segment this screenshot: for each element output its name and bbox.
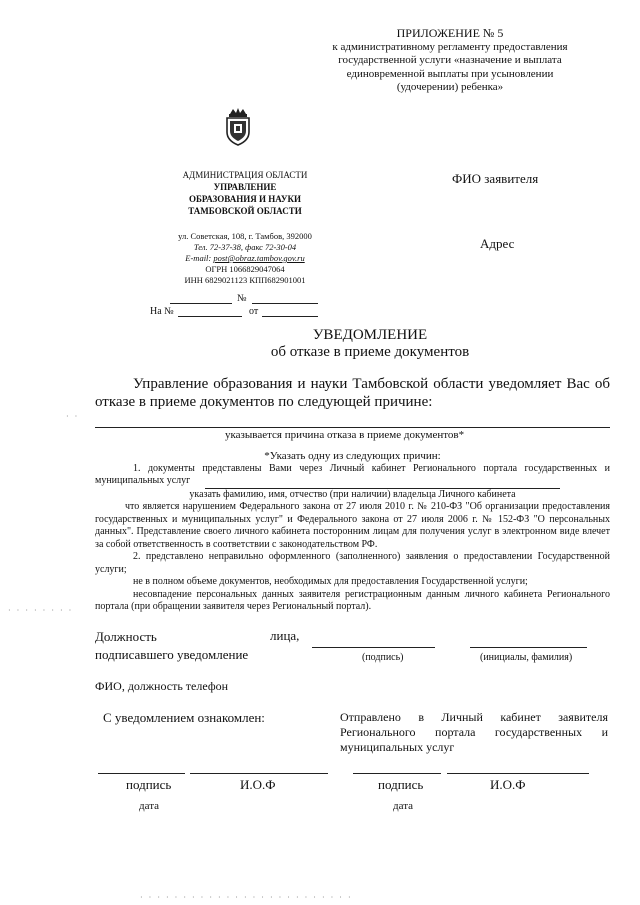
ack-sign-caption: подпись xyxy=(126,777,172,792)
email-link[interactable]: post@obraz.tambov.gov.ru xyxy=(213,253,305,263)
scan-artifact: · · · · · · · · xyxy=(8,606,74,615)
initials-line xyxy=(470,647,587,648)
position-label: Должность xyxy=(95,629,157,644)
annex-header xyxy=(300,27,600,95)
reason-1-detail: что является нарушением Федерального закона от 27 июля 2010 г. № 210-ФЗ "Об организации предоставления государственных и муниципальных услуг" и Федерального закона от 27 июля 2006 г. № 152-ФЗ "О персональных данных". Представление своего личного кабинета посторонним лицам для получения услуг в электронном виде влечет за собой ответственность в соответствии с законодательством РФ. xyxy=(95,501,610,550)
fio-phone-label: ФИО, должность телефон xyxy=(95,679,229,693)
ack-name-caption: И.О.Ф xyxy=(240,777,276,792)
sent-date-caption: дата xyxy=(393,800,414,812)
org-department: ОБРАЗОВАНИЯ И НАУКИ xyxy=(188,194,302,204)
org-block xyxy=(150,169,340,217)
number-mark: № xyxy=(237,293,247,304)
org-contacts xyxy=(140,231,350,286)
signer-position xyxy=(95,628,248,664)
org-department: УПРАВЛЕНИЕ xyxy=(213,182,277,192)
applicant-address: Адрес xyxy=(480,236,515,251)
ack-name-line xyxy=(190,773,328,774)
annex-number: ПРИЛОЖЕНИЕ № 5 xyxy=(396,26,504,40)
document-title xyxy=(260,327,480,361)
annex-ref-line: государственной услуги «назначение и выплата xyxy=(338,54,562,66)
intro-text: Управление образования и науки Тамбовской области уведомляет Вас об отказе в приеме документов по следующей причине: xyxy=(95,376,610,410)
note-heading: *Указать одну из следующих причин: xyxy=(264,450,441,462)
ack-label: С уведомлением ознакомлен: xyxy=(103,710,265,725)
sent-to-cabinet: Отправлено в Личный кабинет заявителя Регионального портала государственных и муниципальных услуг xyxy=(340,710,608,754)
title-main: УВЕДОМЛЕНИЕ xyxy=(312,327,428,343)
applicant-fio: ФИО заявителя xyxy=(452,171,539,186)
reason-3: не в полном объеме документов, необходимых для предоставления Государственной услуги; xyxy=(133,576,528,587)
position-label-2: подписавшего уведомление xyxy=(95,647,249,662)
outgoing-number-line xyxy=(170,303,232,304)
intro-paragraph xyxy=(95,375,610,411)
scan-artifact: · · xyxy=(66,412,80,421)
sent-sign-caption: подпись xyxy=(378,777,424,792)
org-phone: Тел. 72-37-38, факс 72-30-04 xyxy=(193,242,297,252)
sent-name-line xyxy=(447,773,589,774)
signature-line xyxy=(312,647,435,648)
org-inn: ИНН 6829021123 КПП682901001 xyxy=(184,275,306,285)
outgoing-date-line xyxy=(252,303,318,304)
sent-name-caption: И.О.Ф xyxy=(490,777,526,792)
annex-ref-line: (удочерении) ребенка» xyxy=(396,81,504,93)
title-sub: об отказе в приеме документов xyxy=(270,344,470,360)
reason-4: несовпадение персональных данных заявителя регистрационным данным личного кабинета Регионального портала (при обращении заявителя через Региональный портал). xyxy=(95,588,610,612)
reason-1-caption: указать фамилию, имя, отчество (при наличии) владельца Личного кабинета xyxy=(189,488,516,500)
incoming-date-mark: от xyxy=(249,306,259,317)
annex-ref-line: к административному регламенту предоставления xyxy=(332,40,568,53)
reason-2: 2. представлено неправильно оформленного (заполненного) заявления о предоставлении Государственной услуги; xyxy=(95,551,610,575)
org-ogrn: ОГРН 1066829047064 xyxy=(205,264,285,274)
org-address: ул. Советская, 108, г. Тамбов, 392000 xyxy=(178,231,312,241)
ack-sign-line xyxy=(98,773,185,774)
annex-ref-line: единовременной выплаты при усыновлении xyxy=(346,67,554,80)
reason-caption: указывается причина отказа в приеме документов* xyxy=(225,429,465,441)
org-admin: АДМИНИСТРАЦИЯ ОБЛАСТИ xyxy=(182,170,308,180)
ack-date-caption: дата xyxy=(139,800,160,812)
incoming-number-line xyxy=(178,316,242,317)
signature-caption: (подпись) xyxy=(362,652,404,663)
reason-1: 1. документы представлены Вами через Личный кабинет Регионального портала государственных и муниципальных услуг xyxy=(95,462,610,486)
coat-of-arms-icon xyxy=(222,106,254,146)
org-department: ТАМБОВСКОЙ ОБЛАСТИ xyxy=(188,206,302,216)
email-label: E-mail: xyxy=(185,253,214,263)
reason-line xyxy=(95,427,610,428)
incoming-date-line xyxy=(262,316,318,317)
reasons-note xyxy=(95,450,610,614)
scan-artifact: · · · · · · · · · · · · · · · · · · · · · · · · · xyxy=(140,893,353,902)
incoming-number-mark: На № xyxy=(150,306,174,317)
sent-sign-line xyxy=(353,773,441,774)
position-word: лица, xyxy=(270,628,300,643)
initials-caption: (инициалы, фамилия) xyxy=(480,652,573,663)
